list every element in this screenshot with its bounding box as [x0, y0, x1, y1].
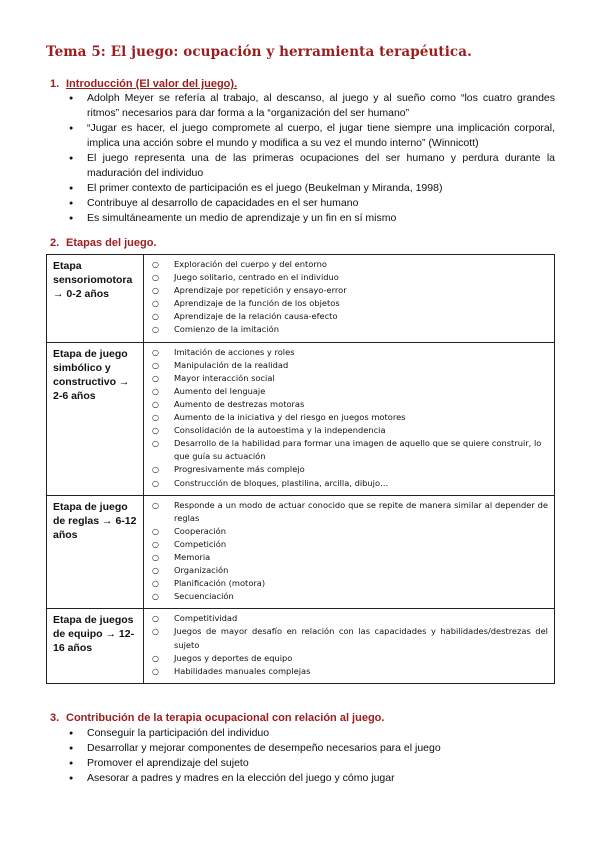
section-3-list	[67, 726, 555, 786]
section-1-heading	[50, 78, 237, 90]
list-item: ● Adolph Meyer se refería al trabajo, al descanso, al juego y al sueño como “los cuatro grandes ritmos” necesarios para dar forma a la “organización del ser humano”	[67, 91, 555, 121]
table-row	[47, 255, 555, 343]
stage-items-cell	[144, 342, 555, 495]
table-row	[47, 495, 555, 609]
list-item: ○ Aprendizaje de la función de los objetos	[152, 297, 548, 310]
stage-items-cell	[144, 255, 555, 343]
stage-items-list	[152, 346, 548, 490]
list-item: ○ Organización	[152, 564, 548, 577]
page-title: Tema 5: El juego: ocupación y herramienta terapéutica.	[46, 44, 472, 60]
list-item: ● El juego representa una de las primeras ocupaciones del ser humano y perdura durante la maduración del individuo	[67, 151, 555, 181]
section-2-title: Etapas del juego.	[66, 237, 157, 249]
section-3-heading	[50, 712, 384, 724]
list-item: ○ Progresivamente más complejo	[152, 463, 548, 476]
list-item: ○ Competitividad	[152, 612, 548, 625]
stages-table	[46, 254, 555, 684]
list-item: ○ Aumento del lenguaje	[152, 385, 548, 398]
stage-items-list	[152, 499, 548, 604]
stage-name-cell: Etapa de juego simbólico y constructivo → 2-6 años	[47, 342, 144, 495]
stage-items-list	[152, 612, 548, 677]
list-item: ○ Competición	[152, 538, 548, 551]
list-item: ○ Responde a un modo de actuar conocido que se repite de manera similar al depender de reglas	[152, 499, 548, 525]
list-item: ○ Consolidación de la autoestima y la independencia	[152, 424, 548, 437]
list-item: ○ Imitación de acciones y roles	[152, 346, 548, 359]
list-item: ○ Aprendizaje por repetición y ensayo-error	[152, 284, 548, 297]
section-2-number: 2.	[50, 237, 60, 249]
list-item: ○ Juegos de mayor desafío en relación con las capacidades y habilidades/destrezas del sujeto	[152, 625, 548, 651]
list-item: ○ Aumento de la iniciativa y del riesgo en juegos motores	[152, 411, 548, 424]
list-item: ● El primer contexto de participación es el juego (Beukelman y Miranda, 1998)	[67, 181, 555, 196]
list-item: ○ Manipulación de la realidad	[152, 359, 548, 372]
list-item: ○ Exploración del cuerpo y del entorno	[152, 258, 548, 271]
table-row	[47, 342, 555, 495]
list-item: ○ Juego solitario, centrado en el individuo	[152, 271, 548, 284]
stage-items-list	[152, 258, 548, 337]
list-item: ○ Construcción de bloques, plastilina, arcilla, dibujo…	[152, 477, 548, 490]
list-item: ● Asesorar a padres y madres en la elección del juego y cómo jugar	[67, 771, 555, 786]
list-item: ● Promover el aprendizaje del sujeto	[67, 756, 555, 771]
stage-name-cell: Etapa sensoriomotora → 0-2 años	[47, 255, 144, 343]
stage-items-cell	[144, 495, 555, 609]
list-item: ○ Juegos y deportes de equipo	[152, 652, 548, 665]
section-2-heading	[50, 237, 156, 249]
list-item: ○ Memoria	[152, 551, 548, 564]
stage-name-cell: Etapa de juego de reglas → 6-12 años	[47, 495, 144, 609]
stage-name-cell: Etapa de juegos de equipo → 12-16 años	[47, 609, 144, 683]
section-1-title: Introducción (El valor del juego).	[66, 78, 238, 90]
section-1-list	[67, 91, 555, 226]
list-item: ○ Planificación (motora)	[152, 577, 548, 590]
list-item: ● Es simultáneamente un medio de aprendizaje y un fin en sí mismo	[67, 211, 555, 226]
list-item: ○ Desarrollo de la habilidad para formar una imagen de aquello que se quiere construir, lo que guía su actuación	[152, 437, 548, 463]
list-item: ○ Comienzo de la imitación	[152, 323, 548, 336]
section-3-title: Contribución de la terapia ocupacional con relación al juego.	[66, 712, 385, 724]
list-item: ○ Aumento de destrezas motoras	[152, 398, 548, 411]
table-row	[47, 609, 555, 683]
list-item: ○ Secuenciación	[152, 590, 548, 603]
list-item: ○ Mayor interacción social	[152, 372, 548, 385]
list-item: ● Conseguir la participación del individuo	[67, 726, 555, 741]
list-item: ○ Aprendizaje de la relación causa-efecto	[152, 310, 548, 323]
section-3-number: 3.	[50, 712, 60, 724]
stage-items-cell	[144, 609, 555, 683]
list-item: ● Desarrollar y mejorar componentes de desempeño necesarios para el juego	[67, 741, 555, 756]
list-item: ○ Habilidades manuales complejas	[152, 665, 548, 678]
list-item: ● “Jugar es hacer, el juego compromete al cuerpo, el jugar tiene siempre una implicación corporal, implica una acción sobre el mundo y modifica a su vez el mundo interno” (Winnicott)	[67, 121, 555, 151]
section-1-number: 1.	[50, 78, 60, 90]
list-item: ● Contribuye al desarrollo de capacidades en el ser humano	[67, 196, 555, 211]
list-item: ○ Cooperación	[152, 525, 548, 538]
